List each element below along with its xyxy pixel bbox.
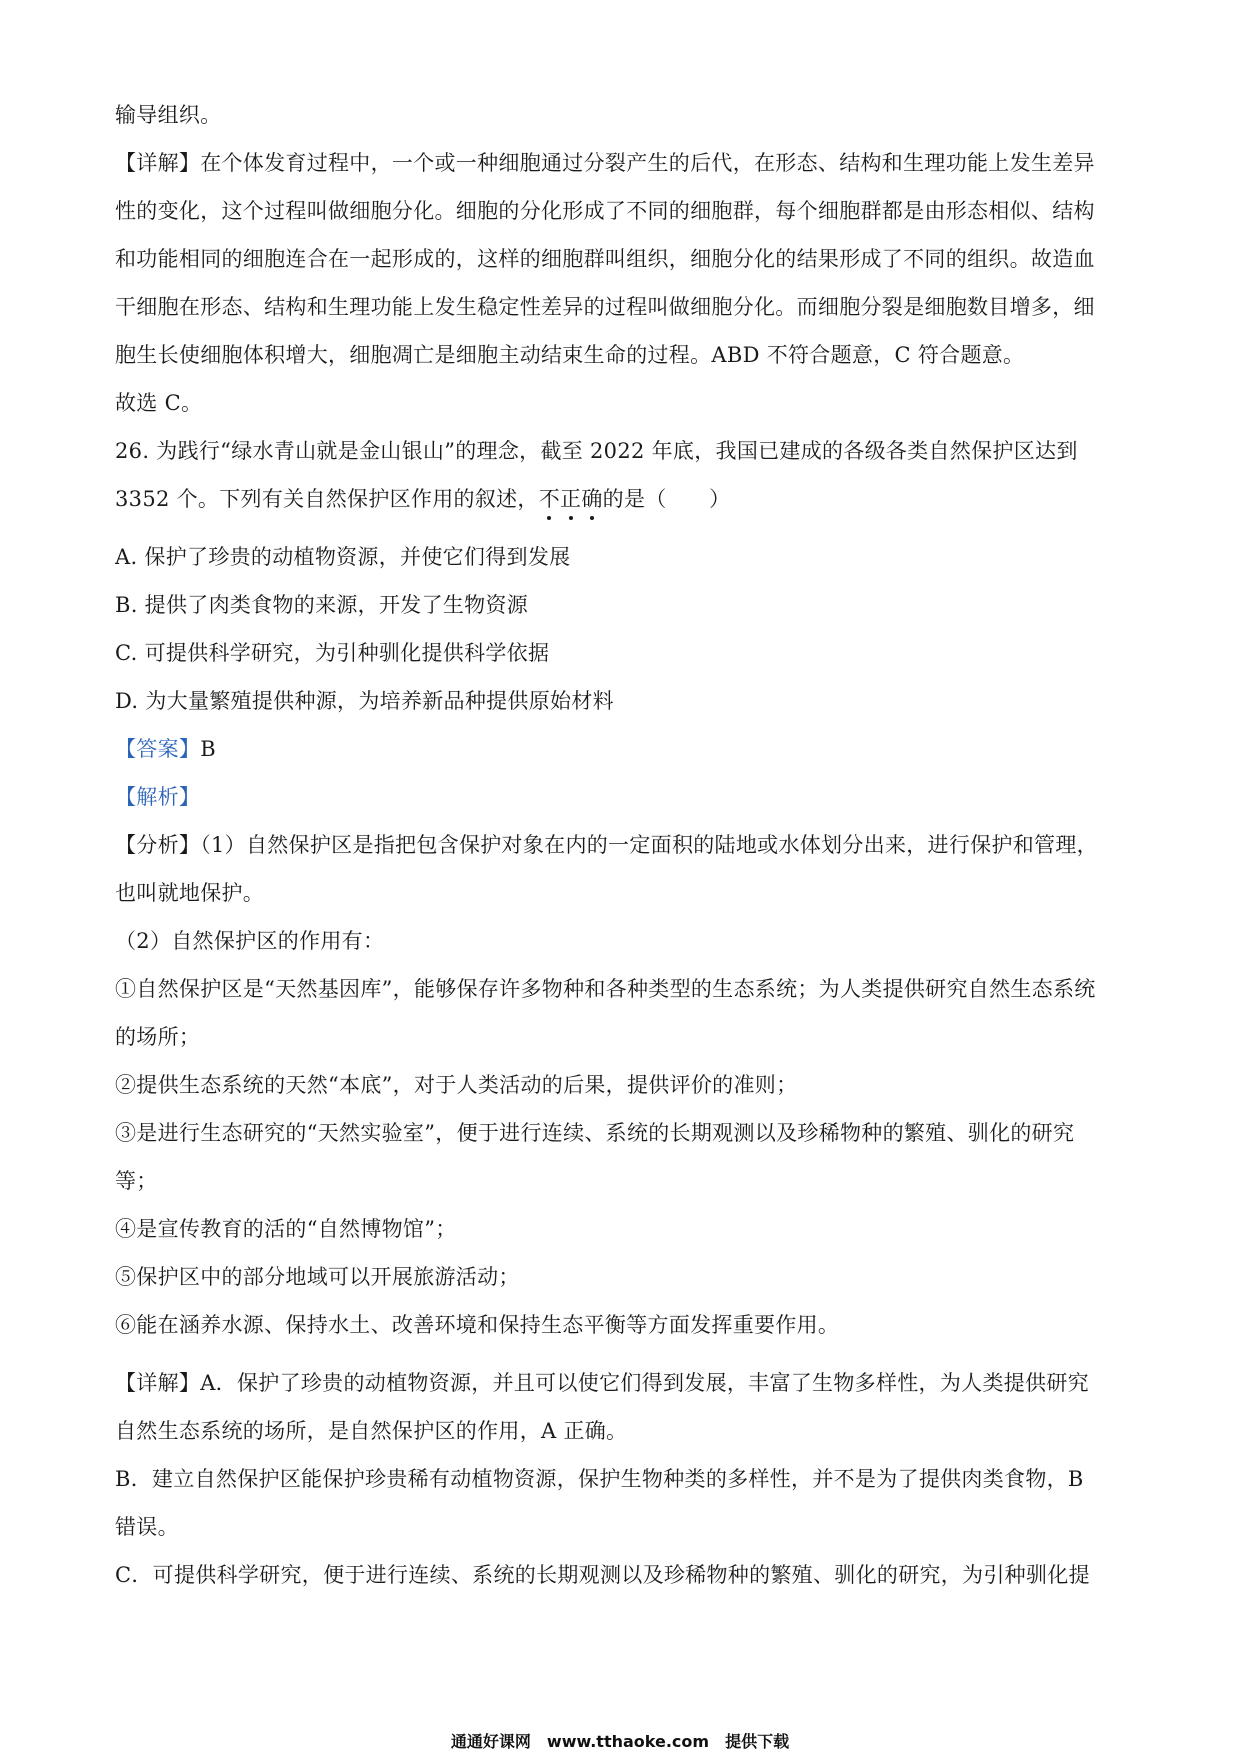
text-line: 胞生长使细胞体积增大，细胞凋亡是细胞主动结束生命的过程。ABD 不符合题意，C 符合题意。 <box>115 343 1025 367</box>
emphasis-dots: 不正确 <box>538 487 603 511</box>
option-c: C. 可提供科学研究，为引种驯化提供科学依据 <box>115 641 550 665</box>
text-line: B．建立自然保护区能保护珍贵稀有动植物资源，保护生物种类的多样性，并不是为了提供肉类食物，B <box>115 1467 1084 1491</box>
analysis-label: 【解析】 <box>115 785 201 809</box>
text-line: ①自然保护区是“天然基因库”，能够保存许多物种和各种类型的生态系统；为人类提供研究自然生态系统 <box>115 977 1096 1001</box>
answer-line <box>115 734 1125 764</box>
text-line: ③是进行生态研究的“天然实验室”，便于进行连续、系统的长期观测以及珍稀物种的繁殖、驯化的研究 <box>115 1121 1075 1145</box>
question-text-part: 的是（ ） <box>602 487 731 511</box>
text-line: 错误。 <box>115 1515 179 1539</box>
text-line: 干细胞在形态、结构和生理功能上发生稳定性差异的过程叫做细胞分化。而细胞分裂是细胞数目增多，细 <box>115 295 1095 319</box>
text-line: 和功能相同的细胞连合在一起形成的，这样的细胞群叫组织，细胞分化的结果形成了不同的组织。故造血 <box>115 247 1095 271</box>
text-line: 等； <box>115 1169 158 1193</box>
answer-label: 【答案】 <box>115 737 201 761</box>
text-line: 【详解】在个体发育过程中，一个或一种细胞通过分裂产生的后代，在形态、结构和生理功能上发生差异 <box>115 151 1095 175</box>
text-line: 性的变化，这个过程叫做细胞分化。细胞的分化形成了不同的细胞群，每个细胞群都是由形态相似、结构 <box>115 199 1095 223</box>
text-line: 故选 C。 <box>115 391 203 415</box>
text-line: 【分析】（1）自然保护区是指把包含保护对象在内的一定面积的陆地或水体划分出来，进行保护和管理， <box>115 833 1098 857</box>
question-text-part: 3352 个。下列有关自然保护区作用的叙述， <box>115 487 539 511</box>
answer-value: B <box>200 737 216 761</box>
text-line: 【详解】A．保护了珍贵的动植物资源，并且可以使它们得到发展，丰富了生物多样性，为人类提供研究 <box>115 1371 1089 1395</box>
option-a: A. 保护了珍贵的动植物资源，并使它们得到发展 <box>115 545 571 569</box>
question-text: 26. 为践行“绿水青山就是金山银山”的理念，截至 2022 年底，我国已建成的各级各类自然保护区达到 <box>115 439 1078 463</box>
option-b: B. 提供了肉类食物的来源，开发了生物资源 <box>115 593 529 617</box>
text-line: ⑤保护区中的部分地域可以开展旅游活动； <box>115 1265 520 1289</box>
text-line: ④是宣传教育的活的“自然博物馆”； <box>115 1217 457 1241</box>
page-footer: 通通好课网 www.tthaoke.com 提供下载 <box>450 1732 790 1751</box>
question-text <box>115 484 1125 514</box>
text-line: 也叫就地保护。 <box>115 881 265 905</box>
text-line: ⑥能在涵养水源、保持水土、改善环境和保持生态平衡等方面发挥重要作用。 <box>115 1313 840 1337</box>
text-line: C．可提供科学研究，便于进行连续、系统的长期观测以及珍稀物种的繁殖、驯化的研究，为引种驯化提 <box>115 1563 1090 1587</box>
text-line: 的场所； <box>115 1025 201 1049</box>
text-line: 自然生态系统的场所，是自然保护区的作用，A 正确。 <box>115 1419 628 1443</box>
option-d: D. 为大量繁殖提供种源，为培养新品种提供原始材料 <box>115 689 614 713</box>
text-line: （2）自然保护区的作用有： <box>115 929 385 953</box>
text-line: ②提供生态系统的天然“本底”，对于人类活动的后果，提供评价的准则； <box>115 1073 798 1097</box>
text-line: 输导组织。 <box>115 103 222 127</box>
